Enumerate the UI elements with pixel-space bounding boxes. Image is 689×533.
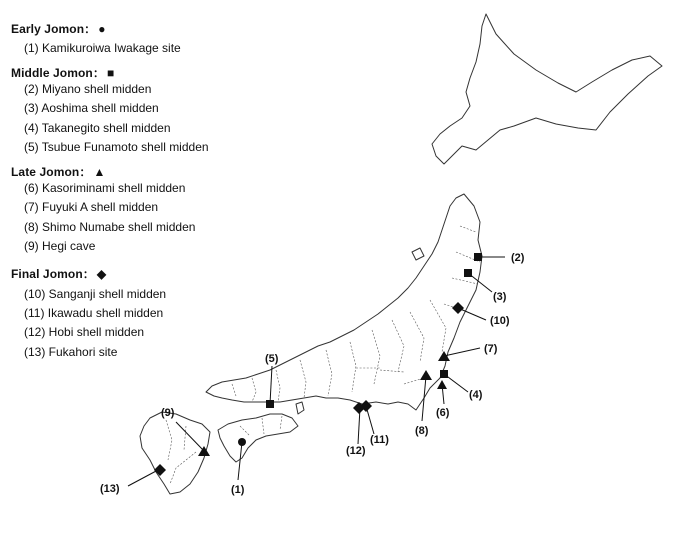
- legend-title: Late Jomon：: [11, 165, 92, 179]
- legend-site-10: (10) Sanganji shell midden: [24, 287, 167, 301]
- kyushu-outline: [140, 412, 210, 494]
- legend-title: Early Jomon：: [11, 22, 97, 36]
- legend-site-11: (11) Ikawadu shell midden: [24, 306, 164, 320]
- awaji-island-outline: [296, 402, 304, 414]
- legend-site-4: (4) Takanegito shell midden: [24, 121, 171, 135]
- label-site-7: (7): [484, 343, 498, 355]
- legend-site-3: (3) Aoshima shell midden: [24, 101, 159, 115]
- label-site-6: (6): [436, 407, 450, 419]
- marker-3-square-icon: [464, 269, 472, 277]
- legend-site-13: (13) Fukahori site: [24, 345, 118, 359]
- legend-site-2: (2) Miyano shell midden: [24, 82, 152, 96]
- legend-site-7: (7) Fuyuki A shell midden: [24, 200, 159, 214]
- shikoku-outline: [218, 414, 298, 462]
- legend-site-9: (9) Hegi cave: [24, 239, 96, 253]
- legend-site-5: (5) Tsubue Funamoto shell midden: [24, 140, 209, 154]
- legend-title: Final Jomon：: [11, 267, 95, 281]
- label-site-5: (5): [265, 353, 279, 365]
- legend-site-1: (1) Kamikuroiwa Iwakage site: [24, 41, 181, 55]
- legend-site-8: (8) Shimo Numabe shell midden: [24, 220, 196, 234]
- legend-title: Middle Jomon：: [11, 66, 105, 80]
- hokkaido-outline: [432, 14, 662, 164]
- label-site-2: (2): [511, 252, 525, 264]
- label-site-10: (10): [490, 315, 510, 327]
- label-site-3: (3): [493, 291, 507, 303]
- label-site-12: (12): [346, 445, 366, 457]
- marker-5-square-icon: [266, 400, 274, 408]
- marker-1-circle-icon: [238, 438, 246, 446]
- triangle-symbol-icon: ▲: [93, 165, 106, 179]
- square-symbol-icon: ■: [106, 66, 115, 80]
- legend-site-12: (12) Hobi shell midden: [24, 325, 145, 339]
- circle-symbol-icon: ●: [98, 22, 106, 36]
- label-site-11: (11): [370, 434, 389, 446]
- label-site-8: (8): [415, 425, 429, 437]
- label-site-9: (9): [161, 407, 175, 419]
- diamond-symbol-icon: ◆: [96, 267, 107, 281]
- marker-4-square-icon: [440, 370, 448, 378]
- sado-island-outline: [412, 248, 424, 260]
- legend-site-6: (6) Kasoriminami shell midden: [24, 181, 186, 195]
- label-site-13: (13): [100, 483, 120, 495]
- marker-6-triangle-icon: [437, 380, 447, 389]
- label-site-1: (1): [231, 484, 245, 496]
- marker-2-square-icon: [474, 253, 482, 261]
- label-site-4: (4): [469, 389, 483, 401]
